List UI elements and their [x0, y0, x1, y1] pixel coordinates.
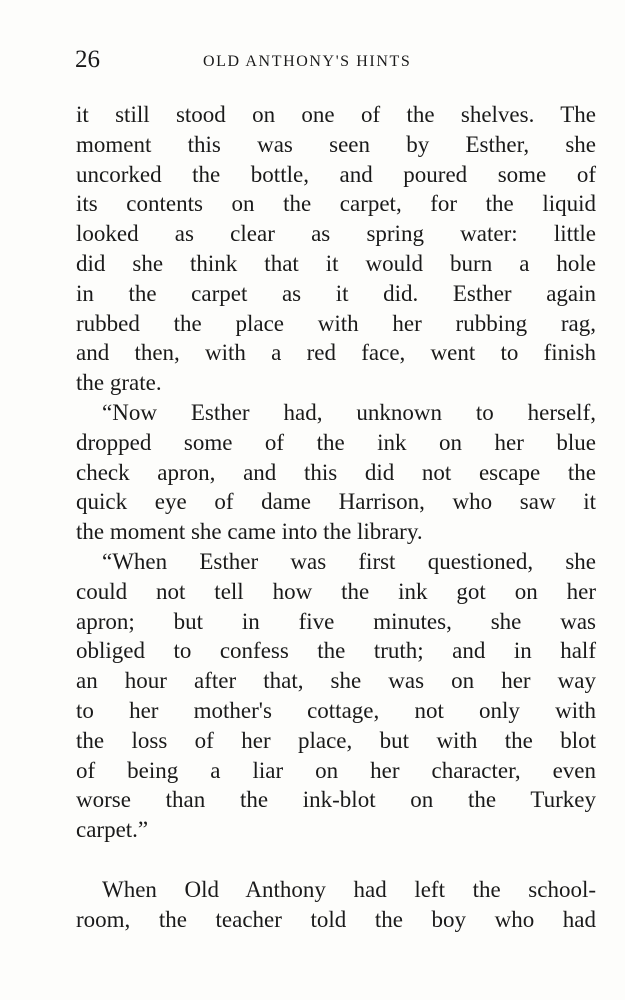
text-line: and then, with a red face, went to finish — [76, 340, 596, 366]
text-line: of being a liar on her character, even — [76, 757, 596, 783]
text-line: looked as clear as spring water: little — [76, 221, 596, 247]
text-line: uncorked the bottle, and poured some of — [76, 161, 596, 187]
text-line: “When Esther was first questioned, she — [102, 548, 596, 574]
body-text — [76, 100, 596, 935]
page-number: 26 — [75, 46, 100, 73]
text-line: rubbed the place with her rubbing rag, — [76, 310, 596, 336]
text-line: carpet.” — [76, 817, 149, 843]
text-line: quick eye of dame Harrison, who saw it — [76, 489, 596, 515]
text-line: dropped some of the ink on her blue — [76, 429, 596, 455]
text-line: obliged to confess the truth; and in half — [76, 638, 596, 664]
text-line: the loss of her place, but with the blot — [76, 727, 596, 753]
text-line: the grate. — [76, 370, 162, 396]
text-line: moment this was seen by Esther, she — [76, 131, 596, 157]
text-line: an hour after that, she was on her way — [76, 668, 596, 694]
text-line: worse than the ink-blot on the Turkey — [76, 787, 596, 813]
paragraph-gap — [76, 845, 596, 875]
text-line: apron; but in five minutes, she was — [76, 608, 596, 634]
text-line: did she think that it would burn a hole — [76, 250, 596, 276]
text-line: check apron, and this did not escape the — [76, 459, 596, 485]
running-title: OLD ANTHONY'S HINTS — [203, 53, 412, 70]
text-line: When Old Anthony had left the school- — [102, 876, 596, 902]
text-line: “Now Esther had, unknown to herself, — [102, 399, 596, 425]
text-line: to her mother's cottage, not only with — [76, 697, 596, 723]
text-line: could not tell how the ink got on her — [76, 578, 596, 604]
text-line: in the carpet as it did. Esther again — [76, 280, 596, 306]
text-line: the moment she came into the library. — [76, 519, 423, 545]
text-line: its contents on the carpet, for the liquid — [76, 191, 596, 217]
text-line: room, the teacher told the boy who had — [76, 906, 596, 932]
page-header — [75, 44, 595, 76]
text-line: it still stood on one of the shelves. The — [76, 102, 596, 127]
